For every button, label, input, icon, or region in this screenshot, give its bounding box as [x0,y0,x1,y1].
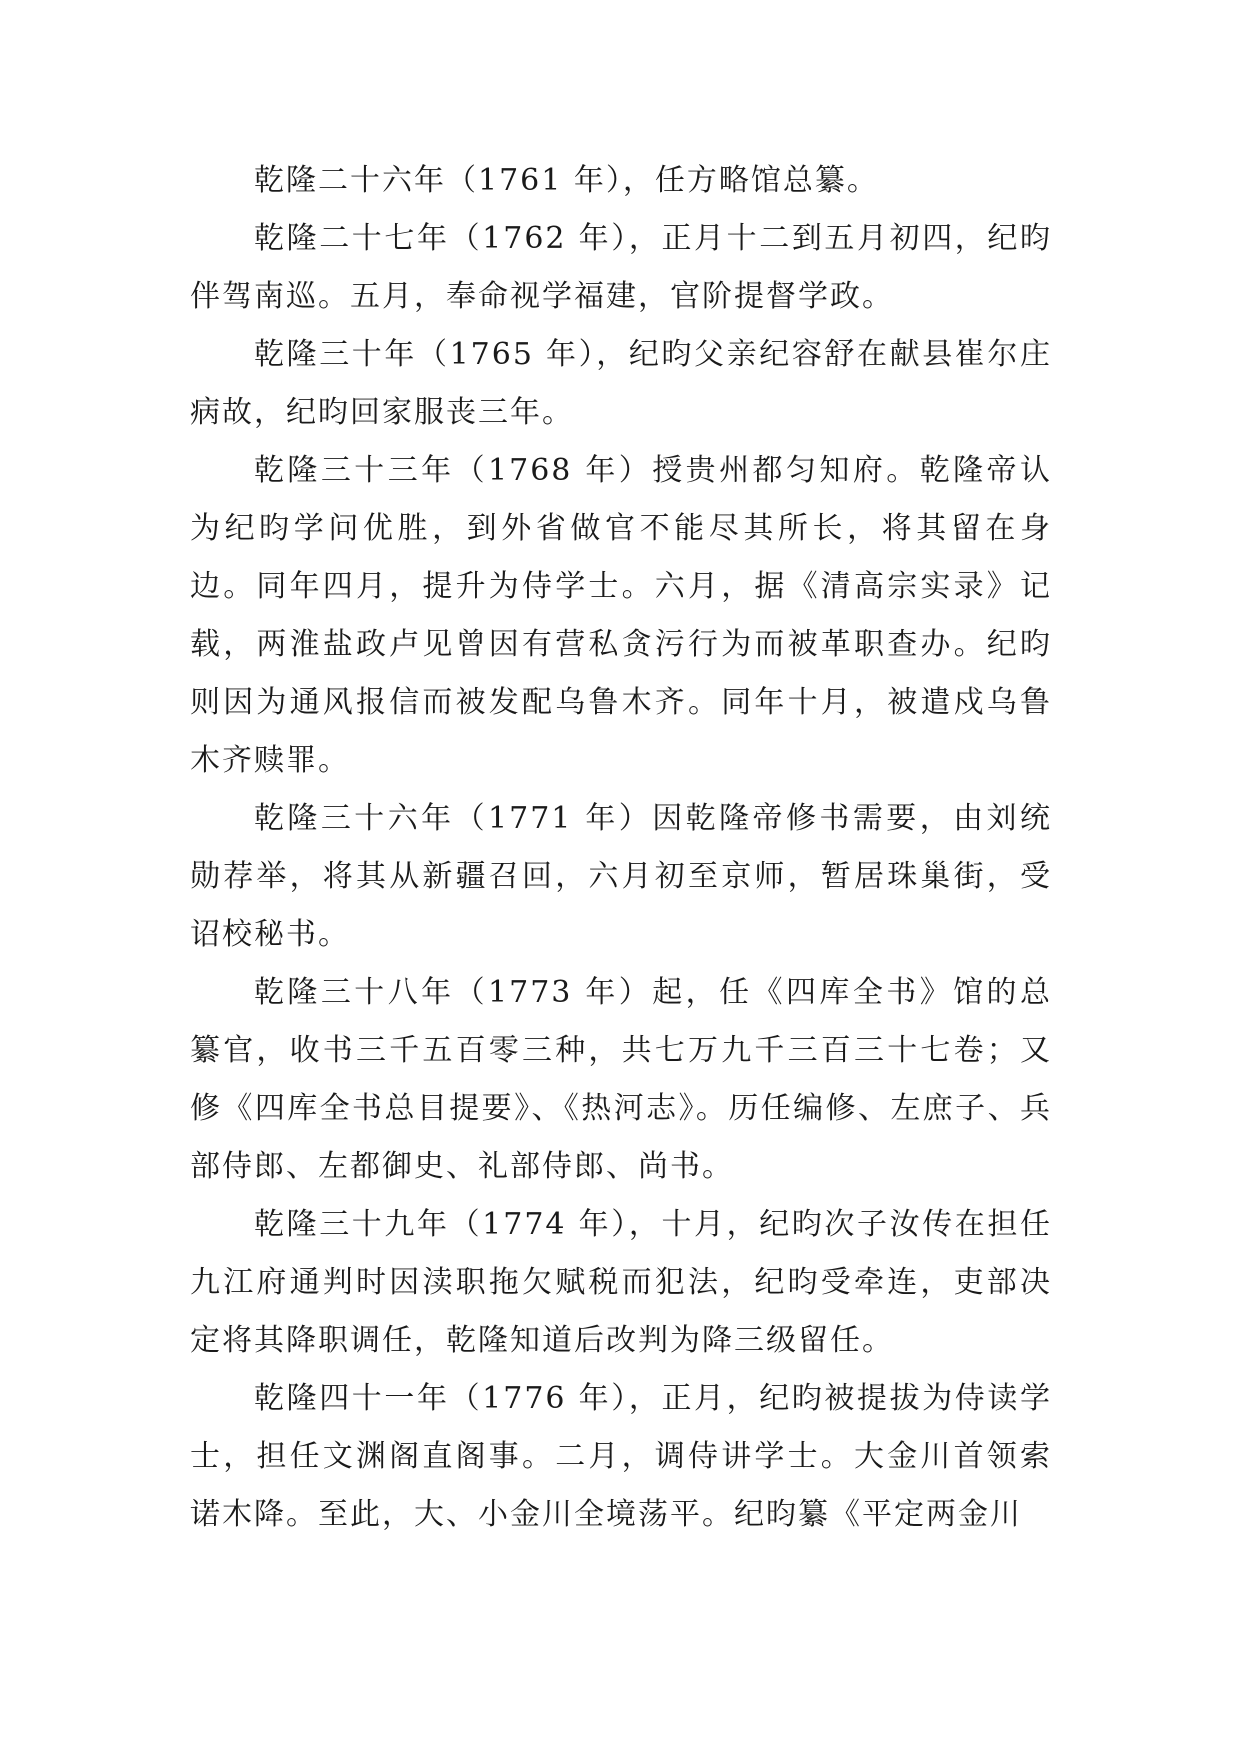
paragraph-1762: 乾隆二十七年（1762 年），正月十二到五月初四，纪昀伴驾南巡。五月，奉命视学福建，官阶提督学政。 [190,221,1052,314]
paragraph-1768: 乾隆三十三年（1768 年）授贵州都匀知府。乾隆帝认为纪昀学问优胜，到外省做官不能尽其所长，将其留在身边。同年四月，提升为侍学士。六月，据《清高宗实录》记载，两淮盐政卢见曾因有营私贪污行为而被革职查办。纪昀则因为通风报信而被发配乌鲁木齐。同年十月，被遣戍乌鲁木齐赎罪。 [190,453,1052,778]
document-body [190,152,1052,1544]
paragraph-1773: 乾隆三十八年（1773 年）起，任《四库全书》馆的总纂官，收书三千五百零三种，共七万九千三百三十七卷；又修《四库全书总目提要》、《热河志》。历任编修、左庶子、兵部侍郎、左都御史、礼部侍郎、尚书。 [190,975,1052,1184]
paragraph-1761: 乾隆二十六年（1761 年），任方略馆总纂。 [254,163,879,198]
paragraph-1765: 乾隆三十年（1765 年），纪昀父亲纪容舒在献县崔尔庄病故，纪昀回家服丧三年。 [190,337,1052,430]
paragraph-1771: 乾隆三十六年（1771 年）因乾隆帝修书需要，由刘统勋荐举，将其从新疆召回，六月初至京师，暂居珠巢街，受诏校秘书。 [190,801,1052,952]
paragraph-1776: 乾隆四十一年（1776 年），正月，纪昀被提拔为侍读学士，担任文渊阁直阁事。二月，调侍讲学士。大金川首领索诺木降。至此，大、小金川全境荡平。纪昀纂《平定两金川 [190,1381,1052,1532]
paragraph-1774: 乾隆三十九年（1774 年），十月，纪昀次子汝传在担任九江府通判时因渎职拖欠赋税而犯法，纪昀受牵连，吏部决定将其降职调任，乾隆知道后改判为降三级留任。 [190,1207,1052,1358]
